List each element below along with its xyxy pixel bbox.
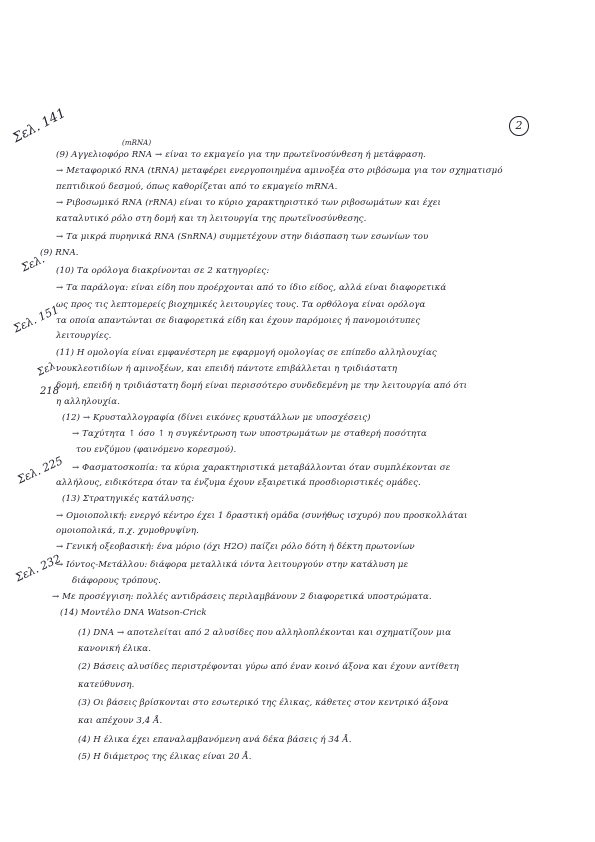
note-line: → Γενική οξεοβασική: ένα μόριο (όχι H2O) παίζει ρόλο δότη ή δέκτη πρωτονίων [56, 542, 415, 552]
page-number: 2 [509, 116, 529, 136]
note-line: ομοιοπολικά, π.χ. χυμοθρυψίνη. [56, 526, 199, 536]
note-line: (13) Στρατηγικές κατάλυσης: [62, 494, 195, 504]
margin-label-sec-151: Σελ. 151 [11, 303, 61, 336]
note-line: (11) Η ομολογία είναι εμφανέστερη με εφαρμογή ομολογίας σε επίπεδο αλληλουχίας [56, 348, 437, 358]
note-line: (14) Μοντέλο DNA Watson-Crick [60, 608, 207, 618]
note-line: διάφορους τρόπους. [72, 576, 161, 586]
margin-label-sec-232: Σελ. 232 [13, 552, 63, 585]
note-line: (5) Η διάμετρος της έλικας είναι 20 Å. [78, 752, 252, 762]
note-line: κανονική έλικα. [78, 644, 152, 654]
note-line: (9) RNA. [40, 248, 79, 258]
note-line: λειτουργίες. [56, 331, 112, 341]
note-line: → Φασματοσκοπία: τα κύρια χαρακτηριστικά μεταβάλλονται όταν συμπλέκονται σε [72, 463, 451, 473]
note-line: ως προς τις λεπτομερείς βιοχημικές λειτουργίες τους. Τα ορθόλογα είναι ορόλογα [56, 300, 426, 310]
margin-label-sec-149: Σελ. [19, 252, 47, 275]
note-line: και απέχουν 3,4 Å. [78, 716, 163, 726]
note-line: αλλήλους, ειδικότερα όταν τα ένζυμα έχουν εξαιρετικά προσδιοριστικές ομάδες. [56, 478, 421, 488]
margin-label-sec-141: Σελ. 141 [10, 105, 69, 147]
note-line: → Τα παράλογα: είναι είδη που προέρχονται από το ίδιο είδος, αλλά είναι διαφορετικά [56, 283, 447, 293]
note-line: δομή, επειδή η τριδιάστατη δομή είναι περισσότερο συνδεδεμένη με την λειτουργία από ότι [56, 381, 468, 391]
note-line: (10) Τα ορόλογα διακρίνονται σε 2 κατηγορίες: [56, 266, 270, 276]
note-line: → Μεταφορικό RNA (tRNA) μεταφέρει ενεργοποιημένα αμινοξέα στο ριβόσωμα για τον σχηματισμό [56, 166, 503, 176]
note-line: → Ριβοσωμικό RNA (rRNA) είναι το κύριο χαρακτηριστικό των ριβοσωμάτων και έχει [56, 198, 441, 208]
note-line: (12) → Κρυσταλλογραφία (δίνει εικόνες κρυστάλλων με υποσχέσεις) [62, 413, 371, 423]
note-line: κατεύθυνση. [78, 680, 135, 690]
note-line: → Ιόντος-Μετάλλου: διάφορα μεταλλικά ιόντα λειτουργούν στην κατάλυση με [56, 560, 409, 570]
note-line: νουκλεοτιδίων ή αμινοξέων, και επειδή πάντοτε επιβάλλεται η τριδιάστατη [56, 364, 398, 374]
note-line: → Τα μικρά πυρηνικά RNA (SnRNA) συμμετέχουν στην διάσπαση των εσωνίων του [56, 232, 429, 242]
note-line: η αλληλουχία. [56, 397, 120, 407]
margin-label-sec-7: Σελ. [35, 359, 61, 379]
note-line: πεπτιδικού δεσμού, όπως καθορίζεται από το εκμαγείο mRNA. [56, 182, 338, 192]
note-line: του ενζύμου (φαινόμενο κορεσμού). [76, 445, 237, 455]
note-line: (9) Αγγελιοφόρο RNA → είναι το εκμαγείο για την πρωτεϊνοσύνθεση ή μετάφραση. [56, 150, 426, 160]
note-line: → Με προσέγγιση: πολλές αντιδράσεις περιλαμβάνουν 2 διαφορετικά υποστρώματα. [52, 592, 432, 602]
note-line: → Ομοιοπολική: ενεργό κέντρο έχει 1 δραστική ομάδα (συνήθως ισχυρό) που προσκολλάται [56, 511, 468, 521]
note-line: (3) Οι βάσεις βρίσκονται στο εσωτερικό της έλικας, κάθετες στον κεντρικό άξονα [78, 698, 449, 708]
note-line: (mRNA) [122, 139, 152, 147]
note-line: (2) Βάσεις αλυσίδες περιστρέφονται γύρω από έναν κοινό άξονα και έχουν αντίθετη [78, 662, 459, 672]
margin-label-sec-218: 218 [40, 386, 60, 397]
margin-label-sec-225: Σελ. 225 [15, 454, 65, 487]
note-line: καταλυτικό ρόλο στη δομή και τη λειτουργία της πρωτεϊνοσύνθεσης. [56, 214, 367, 224]
note-line: (4) Η έλικα έχει επαναλαμβανόμενη ανά δέκα βάσεις ή 34 Å. [78, 735, 352, 745]
note-line: → Ταχύτητα ↑ όσο ↑ η συγκέντρωση των υποστρωμάτων με σταθερή ποσότητα [72, 429, 427, 439]
note-line: (1) DNA → αποτελείται από 2 αλυσίδες που αλληλοπλέκονται και σχηματίζουν μια [78, 628, 452, 638]
note-line: τα οποία απαντώνται σε διαφορετικά είδη και έχουν παρόμοιες ή πανομοιότυπες [56, 316, 421, 326]
